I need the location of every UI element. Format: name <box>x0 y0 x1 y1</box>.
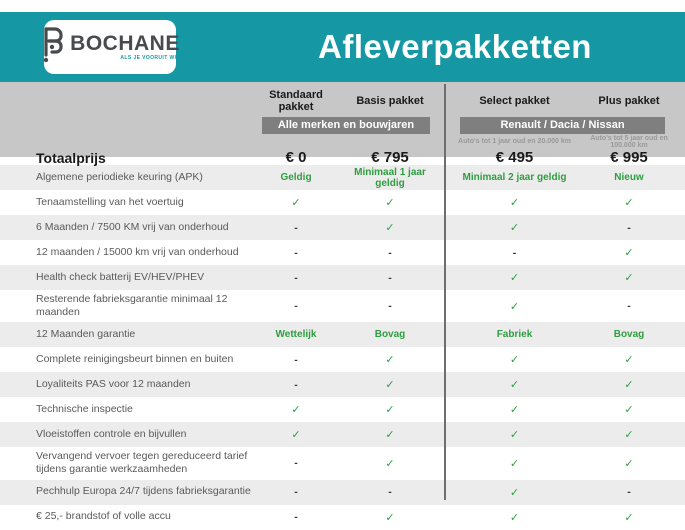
dash-not-included: - <box>294 486 298 498</box>
dash-not-included: - <box>294 246 298 259</box>
feature-label: Technische inspectie <box>36 403 133 416</box>
total-price-row <box>0 149 685 166</box>
check-icon: ✓ <box>385 429 395 442</box>
feature-value-text: Bovag <box>374 329 406 341</box>
table-row <box>0 347 685 372</box>
price-plus-pakket: € 995 <box>610 149 648 166</box>
column-plus-pakket: Plus pakket <box>598 95 660 107</box>
feature-label: 6 Maanden / 7500 KM vrij van onderhoud <box>36 220 229 233</box>
table-row <box>0 422 685 447</box>
check-icon: ✓ <box>624 404 634 417</box>
column-basis-pakket: Basis pakket <box>356 95 424 107</box>
dash-not-included: - <box>294 378 298 391</box>
feature-label: Tenaamstelling van het voertuig <box>36 195 184 208</box>
dash-not-included: - <box>512 246 517 259</box>
bochane-logo <box>44 20 180 74</box>
check-icon: ✓ <box>385 222 395 234</box>
band-renault-dacia-nissan: Renault / Dacia / Nissan <box>460 117 665 134</box>
price-select-pakket: € 495 <box>495 149 534 166</box>
note-plus-pakket: Auto's tot 5 jaar oud en 100.000 km <box>590 134 668 149</box>
note-select-pakket: Auto's tot 1 jaar oud en 20.000 km <box>458 138 571 145</box>
column-select-pakket: Select pakket <box>479 95 550 107</box>
check-icon: ✓ <box>509 197 520 209</box>
bochane-logo-name: BOCHANE <box>70 32 180 55</box>
dash-not-included: - <box>294 457 298 470</box>
feature-value-text: Minimaal 1 jaar geldig <box>354 166 426 189</box>
feature-label: 12 Maanden garantie <box>36 328 136 341</box>
total-price-label: Totaalprijs <box>36 149 106 166</box>
page-header <box>0 12 685 82</box>
check-icon: ✓ <box>385 511 395 524</box>
check-icon: ✓ <box>624 247 634 259</box>
check-icon: ✓ <box>385 404 395 417</box>
check-icon: ✓ <box>624 272 634 284</box>
table-row <box>0 240 685 265</box>
check-icon: ✓ <box>624 379 634 392</box>
check-icon: ✓ <box>509 457 520 470</box>
feature-value-text: Wettelijk <box>275 329 317 341</box>
dash-not-included: - <box>294 271 298 284</box>
table-row <box>0 215 685 240</box>
check-icon: ✓ <box>291 429 301 442</box>
dash-not-included: - <box>294 511 298 523</box>
feature-label: Health check batterij EV/HEV/PHEV <box>36 270 205 283</box>
dash-not-included: - <box>294 221 298 234</box>
feature-label: Pechhulp Europa 24/7 tijdens fabrieksgarantie <box>36 485 251 498</box>
check-icon: ✓ <box>385 197 395 209</box>
table-row <box>0 447 685 479</box>
feature-label: Vloeistoffen controle en bijvullen <box>36 428 187 441</box>
feature-label: Resterende fabrieksgarantie minimaal 12 maanden <box>36 293 228 319</box>
feature-value-text: Nieuw <box>614 172 644 183</box>
check-icon: ✓ <box>509 429 520 442</box>
feature-label: € 25,- brandstof of volle accu <box>36 510 171 523</box>
check-icon: ✓ <box>624 511 634 524</box>
feature-value-text: Fabriek <box>496 329 533 341</box>
check-icon: ✓ <box>509 486 520 499</box>
bochane-logo-tagline: ALS JE VOORUIT WIL <box>120 55 180 61</box>
table-row <box>0 190 685 215</box>
table-row <box>0 290 685 322</box>
price-basis-pakket: € 795 <box>371 149 409 166</box>
dash-not-included: - <box>294 300 298 313</box>
feature-label: Algemene periodieke keuring (APK) <box>36 170 203 183</box>
check-icon: ✓ <box>291 404 301 417</box>
check-icon: ✓ <box>509 354 520 367</box>
check-icon: ✓ <box>509 379 520 392</box>
package-names-row <box>0 89 685 113</box>
table-row <box>0 397 685 422</box>
check-icon: ✓ <box>509 300 520 313</box>
bochane-logo-text <box>70 33 180 61</box>
dash-not-included: - <box>388 246 392 259</box>
table-row <box>0 165 685 190</box>
check-icon: ✓ <box>385 457 395 470</box>
feature-value-text: Minimaal 2 jaar geldig <box>462 172 567 183</box>
table-row <box>0 372 685 397</box>
top-margin-strip <box>0 0 685 12</box>
check-icon: ✓ <box>291 197 301 209</box>
check-icon: ✓ <box>385 354 395 367</box>
feature-label: Complete reinigingsbeurt binnen en buiten <box>36 353 234 366</box>
dash-not-included: - <box>388 486 392 498</box>
check-icon: ✓ <box>509 272 520 284</box>
age-notes-row <box>0 136 685 147</box>
table-row <box>0 480 685 505</box>
check-icon: ✓ <box>624 354 634 367</box>
check-icon: ✓ <box>385 379 395 392</box>
band-alle-merken: Alle merken en bouwjaren <box>262 117 430 134</box>
price-standaard-pakket: € 0 <box>285 149 307 166</box>
check-icon: ✓ <box>624 429 634 442</box>
table-row <box>0 505 685 530</box>
check-icon: ✓ <box>509 511 520 524</box>
feature-label: Loyaliteits PAS voor 12 maanden <box>36 378 191 391</box>
page-title: Afleverpakketten <box>318 28 592 65</box>
brand-bands-row <box>0 117 685 134</box>
check-icon: ✓ <box>624 457 634 470</box>
dash-not-included: - <box>627 221 631 234</box>
check-icon: ✓ <box>509 404 520 417</box>
dash-not-included: - <box>627 300 631 313</box>
feature-label: 12 maanden / 15000 km vrij van onderhoud <box>36 245 239 258</box>
table-row <box>0 265 685 290</box>
dash-not-included: - <box>294 353 298 366</box>
table-row <box>0 322 685 347</box>
dash-not-included: - <box>627 486 631 498</box>
feature-value-text: Bovag <box>613 329 645 341</box>
column-standaard-pakket: Standaard pakket <box>269 89 323 113</box>
dash-not-included: - <box>388 300 392 313</box>
check-icon: ✓ <box>624 197 634 209</box>
feature-comparison-table <box>0 165 685 530</box>
column-header-band <box>0 82 685 166</box>
column-divider-line <box>444 84 446 500</box>
bochane-logo-icon <box>40 27 66 68</box>
check-icon: ✓ <box>509 222 520 234</box>
feature-value-text: Geldig <box>280 172 312 183</box>
dash-not-included: - <box>388 271 392 284</box>
feature-label: Vervangend vervoer tegen gereduceerd tarief tijdens garantie werkzaamheden <box>36 450 248 476</box>
